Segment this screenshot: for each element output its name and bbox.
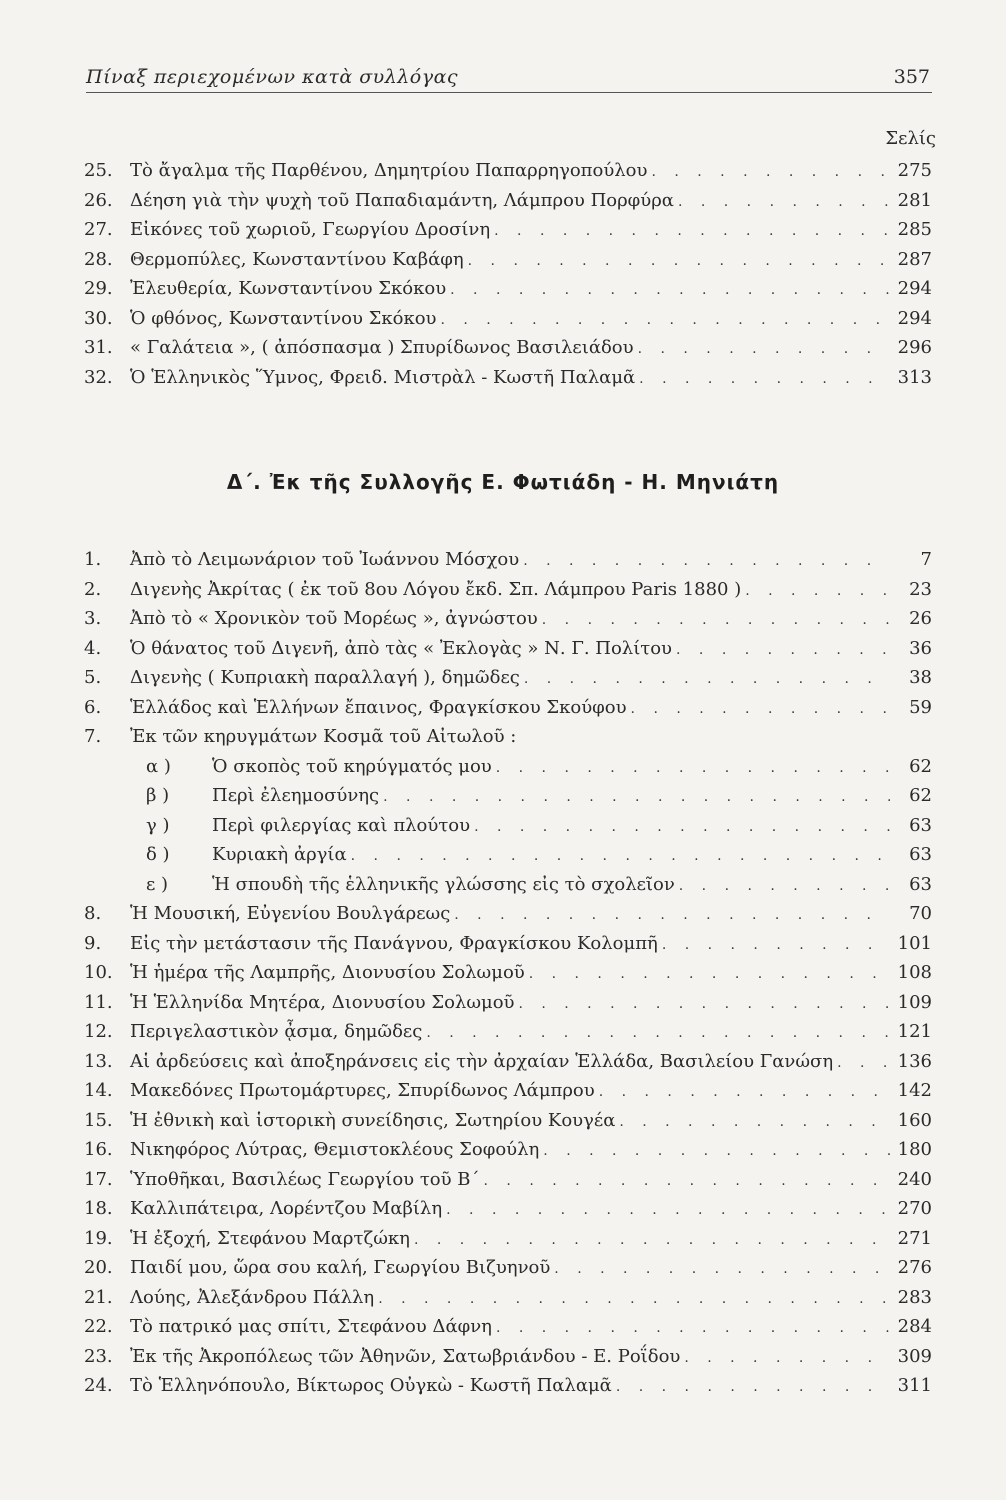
entry-title: Αἱ ἀρδεύσεις καὶ ἀποξηράνσεις εἰς τὴν ἀρχαίαν Ἑλλάδα, Βασιλείου Γανώση (130, 1050, 834, 1072)
entry-page: 287 (897, 248, 932, 270)
dot-leader (468, 253, 890, 269)
entry-number: 27. (84, 219, 113, 240)
toc-entry (84, 815, 932, 843)
entry-number: 1. (84, 549, 102, 570)
entry-page: 271 (897, 1227, 932, 1249)
dot-leader (414, 1232, 890, 1248)
entry-title: Δέηση γιὰ τὴν ψυχὴ τοῦ Παπαδιαμάντη, Λάμπρου Πορφύρα (130, 189, 674, 211)
entry-number: 28. (84, 248, 113, 270)
entry-title: Ἀπὸ τὸ « Χρονικὸν τοῦ Μορέως », ἀγνώστου (130, 608, 538, 629)
entry-title: Ἡ ἡμέρα τῆς Λαμπρῆς, Διονυσίου Σολωμοῦ (130, 962, 525, 983)
dot-leader (446, 1202, 890, 1218)
entry-title: Ὁ Ἑλληνικὸς Ὕμνος, Φρειδ. Μιστρὰλ - Κωστῆ Παλαμᾶ (130, 366, 636, 388)
toc-entry (84, 933, 932, 961)
dot-leader (378, 1291, 890, 1307)
entry-number: 13. (84, 1050, 113, 1072)
toc-entry (84, 785, 932, 813)
toc-entry (84, 992, 932, 1020)
entry-title: Κυριακὴ ἀργία (212, 844, 347, 865)
entry-title: Εἰκόνες τοῦ χωριοῦ, Γεωργίου Δροσίνη (130, 219, 491, 240)
toc-entry (84, 1375, 932, 1403)
entry-number: ε ) (146, 873, 169, 895)
entry-page: 109 (897, 991, 932, 1013)
toc-entry (84, 638, 932, 666)
entry-title: Διγενὴς Ἀκρίτας ( ἐκ τοῦ 8ου Λόγου ἔκδ. Σπ. Λάμπρου Paris 1880 ) (130, 578, 742, 600)
toc-entry (84, 249, 932, 277)
entry-page: 309 (897, 1345, 932, 1367)
entry-number: 4. (84, 637, 102, 659)
entry-number: 17. (84, 1168, 113, 1190)
dot-leader (426, 1025, 890, 1041)
dot-leader (651, 164, 890, 180)
running-title: Πίναξ περιεχομένων κατὰ συλλόγας (86, 66, 459, 88)
toc-entry (84, 874, 932, 902)
entry-page: 284 (897, 1316, 932, 1337)
entry-page: 296 (897, 337, 932, 358)
dot-leader (542, 612, 890, 628)
entry-page: 160 (897, 1109, 932, 1131)
entry-title: Τὸ Ἑλληνόπουλο, Βίκτωρος Οὐγκὼ - Κωστῆ Παλαμᾶ (130, 1375, 612, 1396)
entry-page: 136 (897, 1050, 932, 1072)
dot-leader (351, 848, 890, 864)
toc-entry (84, 278, 932, 306)
entry-number: 10. (84, 962, 113, 983)
toc-entry (84, 1080, 932, 1108)
entry-page: 270 (897, 1198, 932, 1219)
entry-number: 3. (84, 608, 102, 629)
entry-number: 11. (84, 991, 113, 1013)
toc-entry (84, 726, 932, 754)
dot-leader (440, 312, 890, 328)
toc-entry (84, 367, 932, 395)
entry-page: 142 (897, 1080, 932, 1101)
entry-number: 16. (84, 1139, 113, 1160)
dot-leader (745, 583, 890, 599)
entry-page: 294 (897, 307, 932, 329)
entry-number: 15. (84, 1109, 113, 1131)
toc-entry (84, 962, 932, 990)
toc-entry (84, 1169, 932, 1197)
toc-entry (84, 549, 932, 577)
toc-entry (84, 1316, 932, 1344)
entry-number: δ ) (146, 844, 170, 865)
entry-number: 26. (84, 189, 113, 211)
dot-leader (454, 907, 890, 923)
entry-title: « Γαλάτεια », ( ἀπόσπασμα ) Σπυρίδωνος Βασιλειάδου (130, 337, 634, 358)
entry-number: γ ) (146, 814, 170, 836)
entry-title: Ἡ Ἑλληνίδα Μητέρα, Διονυσίου Σολωμοῦ (130, 991, 515, 1013)
toc-entry (84, 608, 932, 636)
entry-number: 14. (84, 1080, 113, 1101)
entry-page: 26 (909, 608, 932, 629)
entry-number: 31. (84, 337, 113, 358)
toc-entry (84, 1346, 932, 1374)
toc-entry (84, 1287, 932, 1315)
toc-entry (84, 579, 932, 607)
entry-page: 311 (897, 1375, 932, 1396)
entry-page: 63 (909, 814, 932, 836)
entry-page: 63 (909, 844, 932, 865)
entry-page: 108 (897, 962, 932, 983)
dot-leader (676, 642, 890, 658)
dot-leader (518, 996, 890, 1012)
entry-page: 276 (897, 1257, 932, 1278)
entry-title: Καλλιπάτειρα, Λορέντζου Μαβίλη (130, 1198, 443, 1219)
entry-page: 294 (897, 278, 932, 299)
toc-entry (84, 1110, 932, 1138)
entry-number: 20. (84, 1257, 113, 1278)
dot-leader (619, 1114, 890, 1130)
entry-number: 30. (84, 307, 113, 329)
toc-entry (84, 1021, 932, 1049)
page-column-label: Σελίς (885, 128, 936, 149)
entry-page: 7 (920, 549, 932, 570)
entry-number: β ) (146, 785, 170, 806)
entry-title: Τὸ πατρικό μας σπίτι, Στεφάνου Δάφνη (130, 1316, 492, 1337)
dot-leader (678, 194, 890, 210)
entry-number: 7. (84, 726, 102, 747)
dot-leader (639, 371, 890, 387)
entry-title: Ὑποθῆκαι, Βασιλέως Γεωργίου τοῦ Β΄ (130, 1168, 480, 1190)
entry-page: 180 (897, 1139, 932, 1160)
entry-title: Μακεδόνες Πρωτομάρτυρες, Σπυρίδωνος Λάμπρου (130, 1080, 595, 1101)
entry-title: Ὁ σκοπὸς τοῦ κηρύγματός μου (212, 755, 492, 777)
dot-leader (837, 1055, 890, 1071)
dot-leader (599, 1084, 890, 1100)
entry-title: Ἡ σπουδὴ τῆς ἑλληνικῆς γλώσσης εἰς τὸ σχολεῖον (212, 873, 675, 895)
entry-title: Ἡ ἐξοχή, Στεφάνου Μαρτζώκη (130, 1227, 410, 1249)
entry-number: 9. (84, 932, 102, 954)
entry-title: Παιδί μου, ὥρα σου καλή, Γεωργίου Βιζυηνοῦ (130, 1257, 551, 1278)
entry-title: Ἑλλάδος καὶ Ἑλλήνων ἔπαινος, Φραγκίσκου Σκούφου (130, 696, 627, 718)
entry-title: Ἡ ἐθνικὴ καὶ ἱστορικὴ συνείδησις, Σωτηρίου Κουγέα (130, 1109, 616, 1131)
entry-title: Ὁ φθόνος, Κωνσταντίνου Σκόκου (130, 307, 437, 329)
entry-title: Νικηφόρος Λύτρας, Θεμιστοκλέους Σοφούλη (130, 1139, 540, 1160)
entry-page: 59 (909, 696, 932, 718)
dot-leader (679, 878, 890, 894)
entry-number: 6. (84, 696, 102, 718)
page-number: 357 (893, 66, 930, 88)
dot-leader (684, 1350, 890, 1366)
entry-page: 283 (897, 1286, 932, 1308)
toc-entry (84, 219, 932, 247)
entry-title: Ἀπὸ τὸ Λειμωνάριον τοῦ Ἰωάννου Μόσχου (130, 549, 520, 570)
toc-entry (84, 1257, 932, 1285)
entry-title: Ἡ Μουσική, Εὐγενίου Βουλγάρεως (130, 903, 451, 924)
entry-title: Ἐκ τῶν κηρυγμάτων Κοσμᾶ τοῦ Αἰτωλοῦ : (130, 726, 517, 747)
entry-page: 313 (897, 366, 932, 388)
dot-leader (662, 937, 890, 953)
toc-entry (84, 697, 932, 725)
entry-page: 281 (897, 189, 932, 211)
entry-page: 62 (909, 755, 932, 777)
dot-leader (474, 819, 890, 835)
dot-leader (631, 701, 890, 717)
entry-page: 285 (897, 219, 932, 240)
entry-title: Ὁ θάνατος τοῦ Διγενῆ, ἀπὸ τὰς « Ἐκλογὰς » Ν. Γ. Πολίτου (130, 637, 673, 659)
entry-page: 121 (897, 1021, 932, 1042)
toc-entry (84, 844, 932, 872)
entry-page: 38 (909, 667, 932, 688)
dot-leader (496, 760, 890, 776)
entry-title: Θερμοπύλες, Κωνσταντίνου Καβάφη (130, 248, 464, 270)
entry-page: 275 (897, 160, 932, 181)
dot-leader (383, 789, 890, 805)
entry-page: 62 (909, 785, 932, 806)
entry-page: 70 (909, 903, 932, 924)
entry-title: Λούης, Ἀλεξάνδρου Πάλλη (130, 1286, 375, 1308)
entry-number: 23. (84, 1345, 113, 1367)
dot-leader (616, 1379, 890, 1395)
toc-entry (84, 903, 932, 931)
dot-leader (529, 966, 890, 982)
dot-leader (638, 341, 890, 357)
entry-title: Ἐκ τῆς Ἀκροπόλεως τῶν Ἀθηνῶν, Σατωβριάνδου - Ε. Ροΐδου (130, 1345, 681, 1367)
dot-leader (554, 1261, 890, 1277)
entry-number: 21. (84, 1286, 113, 1308)
toc-entry (84, 337, 932, 365)
toc-entry (84, 308, 932, 336)
entry-number: 24. (84, 1375, 113, 1396)
entry-number: 29. (84, 278, 113, 299)
entry-page: 101 (897, 932, 932, 954)
entry-number: 12. (84, 1021, 113, 1042)
entry-number: 2. (84, 578, 102, 600)
entry-page: 240 (897, 1168, 932, 1190)
dot-leader (523, 553, 890, 569)
entry-number: 5. (84, 667, 102, 688)
entry-number: 25. (84, 160, 113, 181)
entry-title: Εἰς τὴν μετάστασιν τῆς Πανάγνου, Φραγκίσκου Κολομπῆ (130, 932, 658, 954)
entry-page: 36 (909, 637, 932, 659)
entry-title: Διγενὴς ( Κυπριακὴ παραλλαγή ), δημῶδες (130, 667, 520, 688)
dot-leader (450, 282, 890, 298)
entry-number: 19. (84, 1227, 113, 1249)
entry-title: Περιγελαστικὸν ᾆσμα, δημῶδες (130, 1021, 423, 1042)
dot-leader (496, 1320, 890, 1336)
entry-page: 63 (909, 873, 932, 895)
entry-title: Περὶ φιλεργίας καὶ πλούτου (212, 814, 471, 836)
toc-entry (84, 756, 932, 784)
entry-number: 18. (84, 1198, 113, 1219)
toc-entry (84, 1228, 932, 1256)
dot-leader (484, 1173, 890, 1189)
entry-title: Ἐλευθερία, Κωνσταντίνου Σκόκου (130, 278, 447, 299)
entry-title: Τὸ ἄγαλμα τῆς Παρθένου, Δημητρίου Παπαρρηγοπούλου (130, 160, 648, 181)
entry-number: 32. (84, 366, 113, 388)
entry-number: 22. (84, 1316, 113, 1337)
entry-number: α ) (146, 755, 171, 777)
dot-leader (524, 671, 890, 687)
toc-entry (84, 1051, 932, 1079)
toc-entry (84, 160, 932, 188)
toc-entry (84, 1198, 932, 1226)
section-title: Δ΄. Ἐκ τῆς Συλλογῆς Ε. Φωτιάδη - Η. Μηνιάτη (226, 470, 780, 494)
entry-page: 23 (909, 578, 932, 600)
running-head (86, 62, 932, 93)
toc-entry (84, 1139, 932, 1167)
toc-entry (84, 667, 932, 695)
dot-leader (543, 1143, 890, 1159)
dot-leader (494, 223, 890, 239)
entry-number: 8. (84, 903, 102, 924)
toc-entry (84, 190, 932, 218)
entry-title: Περὶ ἐλεημοσύνης (212, 785, 380, 806)
